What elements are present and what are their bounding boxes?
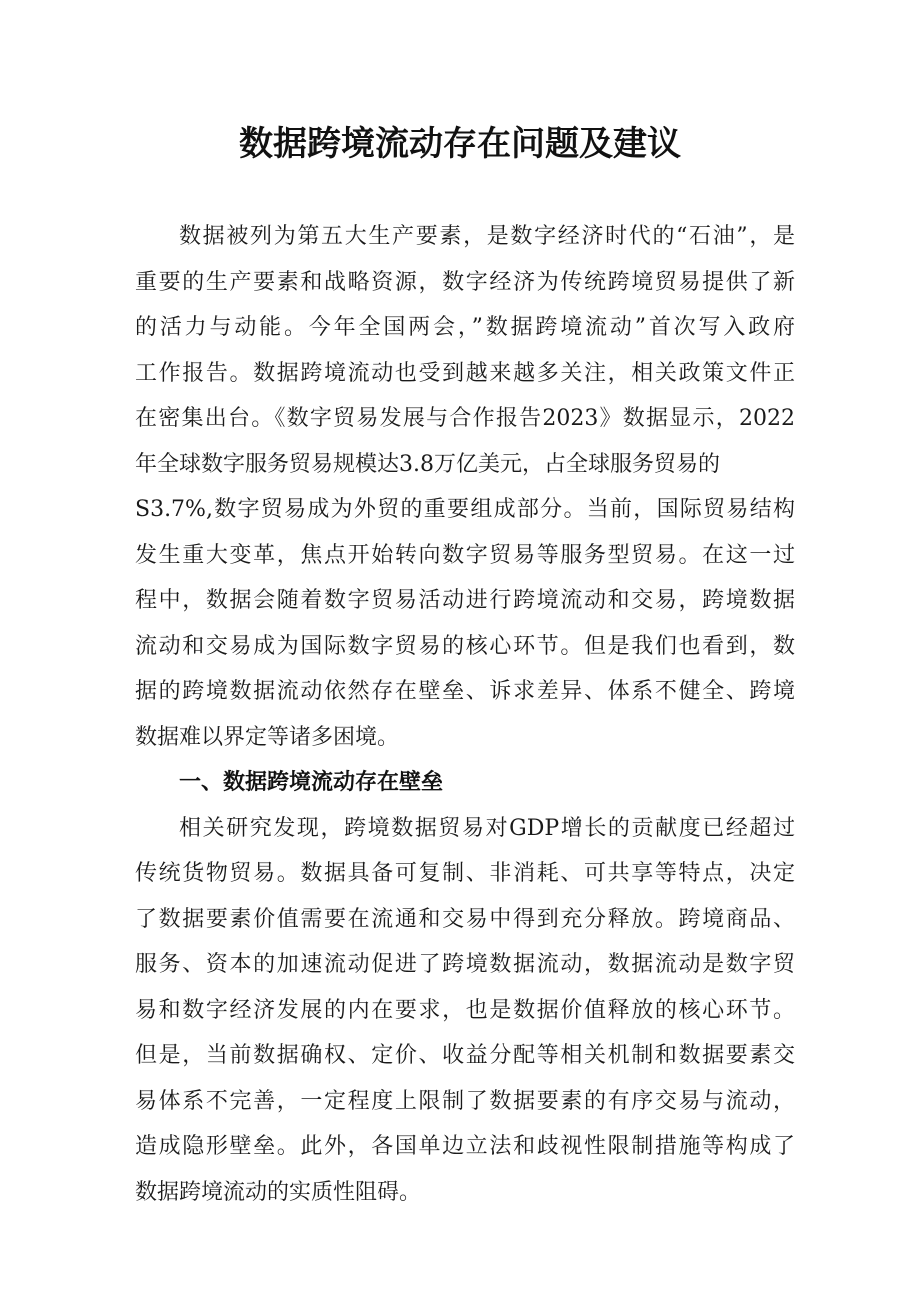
paragraph-2-line: 易体系不完善，一定程度上限制了数据要素的有序交易与流动， bbox=[135, 1088, 795, 1114]
paragraph-1-line: 的活力与动能。今年全国两会，”数据跨境流动”首次写入政府 bbox=[135, 315, 795, 340]
paragraph-1-line: 程中，数据会随着数字贸易活动进行跨境流动和交易，跨境数据 bbox=[135, 588, 795, 613]
section-heading: 一、数据跨境流动存在壁垒 bbox=[179, 770, 444, 795]
paragraph-1-line: 年全球数字服务贸易规模达3.8万亿美元，占全球服务贸易的 bbox=[135, 451, 720, 477]
paragraph-1-line: S3.7%,数字贸易成为外贸的重要组成部分。当前，国际贸易结构 bbox=[135, 497, 795, 522]
paragraph-1-line: 发生重大变革，焦点开始转向数字贸易等服务型贸易。在这一过 bbox=[135, 542, 795, 568]
paragraph-1-line: 数据被列为第五大生产要素，是数字经济时代的“石油”，是 bbox=[179, 224, 795, 249]
paragraph-2-line: 服务、资本的加速流动促进了跨境数据流动，数据流动是数字贸 bbox=[135, 952, 795, 977]
paragraph-2-line: 了数据要素价值需要在流通和交易中得到充分释放。跨境商品、 bbox=[135, 906, 795, 932]
paragraph-1-line: 工作报告。数据跨境流动也受到越来越多关注，相关政策文件正 bbox=[135, 360, 795, 386]
paragraph-1-line: 据的跨境数据流动依然存在壁垒、诉求差异、体系不健全、跨境 bbox=[135, 679, 795, 704]
paragraph-2-line: 造成隐形壁垒。此外，各国单边立法和歧视性限制措施等构成了 bbox=[135, 1134, 795, 1159]
paragraph-1-line: 重要的生产要素和战略资源，数字经济为传统跨境贸易提供了新 bbox=[135, 269, 795, 295]
paragraph-1-line: 流动和交易成为国际数字贸易的核心环节。但是我们也看到，数 bbox=[135, 633, 795, 659]
document-body bbox=[135, 214, 795, 1215]
paragraph-2-line: 传统货物贸易。数据具备可复制、非消耗、可共享等特点，决定 bbox=[135, 861, 795, 886]
paragraph-1-line: 在密集出台。《数字贸易发展与合作报告2023》数据显示，2022 bbox=[135, 406, 795, 431]
paragraph-1-line: 数据难以界定等诸多困境。 bbox=[135, 724, 400, 750]
paragraph-2-line: 相关研究发现，跨境数据贸易对GDP增长的贡献度已经超过 bbox=[179, 815, 795, 841]
paragraph-2-line: 易和数字经济发展的内在要求，也是数据价值释放的核心环节。 bbox=[135, 997, 795, 1023]
paragraph-2-line: 但是，当前数据确权、定价、收益分配等相关机制和数据要素交 bbox=[135, 1043, 795, 1068]
paragraph-2-line: 数据跨境流动的实质性阻碍。 bbox=[135, 1179, 422, 1205]
document-title: 数据跨境流动存在问题及建议 bbox=[239, 124, 681, 164]
